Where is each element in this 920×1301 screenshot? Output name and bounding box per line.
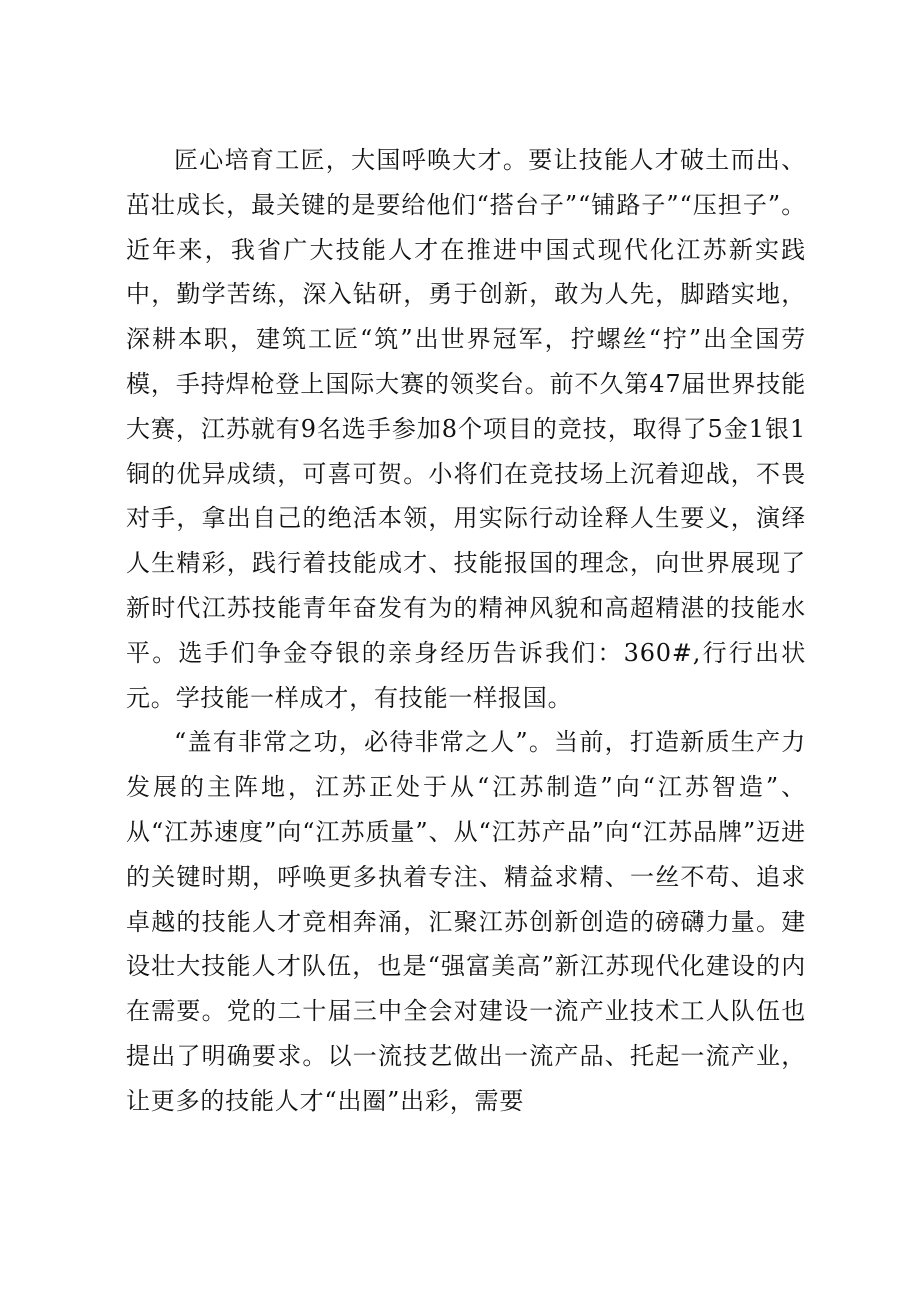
paragraph-2: “盖有非常之功，必待非常之人”。当前，打造新质生产力发展的主阵地，江苏正处于从“江苏制造”向“江苏智造”、从“江苏速度”向“江苏质量”、从“江苏产品”向“江苏品牌”迈进的关键时期，呼唤更多执着专注、精益求精、一丝不苟、追求卓越的技能人才竞相奔涌，汇聚江苏创新创造的磅礴力量。建设壮大技能人才队伍，也是“强富美高”新江苏现代化建设的内在需要。党的二十届三中全会对建设一流产业技术工人队伍也提出了明确要求。以一流技艺做出一流产品、托起一流产业，让更多的技能人才“出圈”出彩，需要 — [126, 728, 806, 1115]
paragraph-1: 匠心培育工匠，大国呼唤大才。要让技能人才破土而出、茁壮成长，最关键的是要给他们“搭台子”“铺路子”“压担子”。近年来，我省广大技能人才在推进中国式现代化江苏新实践中，勤学苦练，深入钻研，勇于创新，敢为人先，脚踏实地，深耕本职，建筑工匠“筑”出世界冠军，拧螺丝“拧”出全国劳模，手持焊枪登上国际大赛的领奖台。前不久第47届世界技能大赛，江苏就有9名选手参加8个项目的竞技，取得了5金1银1铜的优异成绩，可喜可贺。小将们在竞技场上沉着迎战，不畏对手，拿出自己的绝活本领，用实际行动诠释人生要义，演绎人生精彩，践行着技能成才、技能报国的理念，向世界展现了新时代江苏技能青年奋发有为的精神风貌和高超精湛的技能水平。选手们争金夺银的亲身经历告诉我们：360#,行行出状元。学技能一样成才，有技能一样报国。 — [126, 146, 806, 712]
document-body — [126, 138, 806, 1124]
